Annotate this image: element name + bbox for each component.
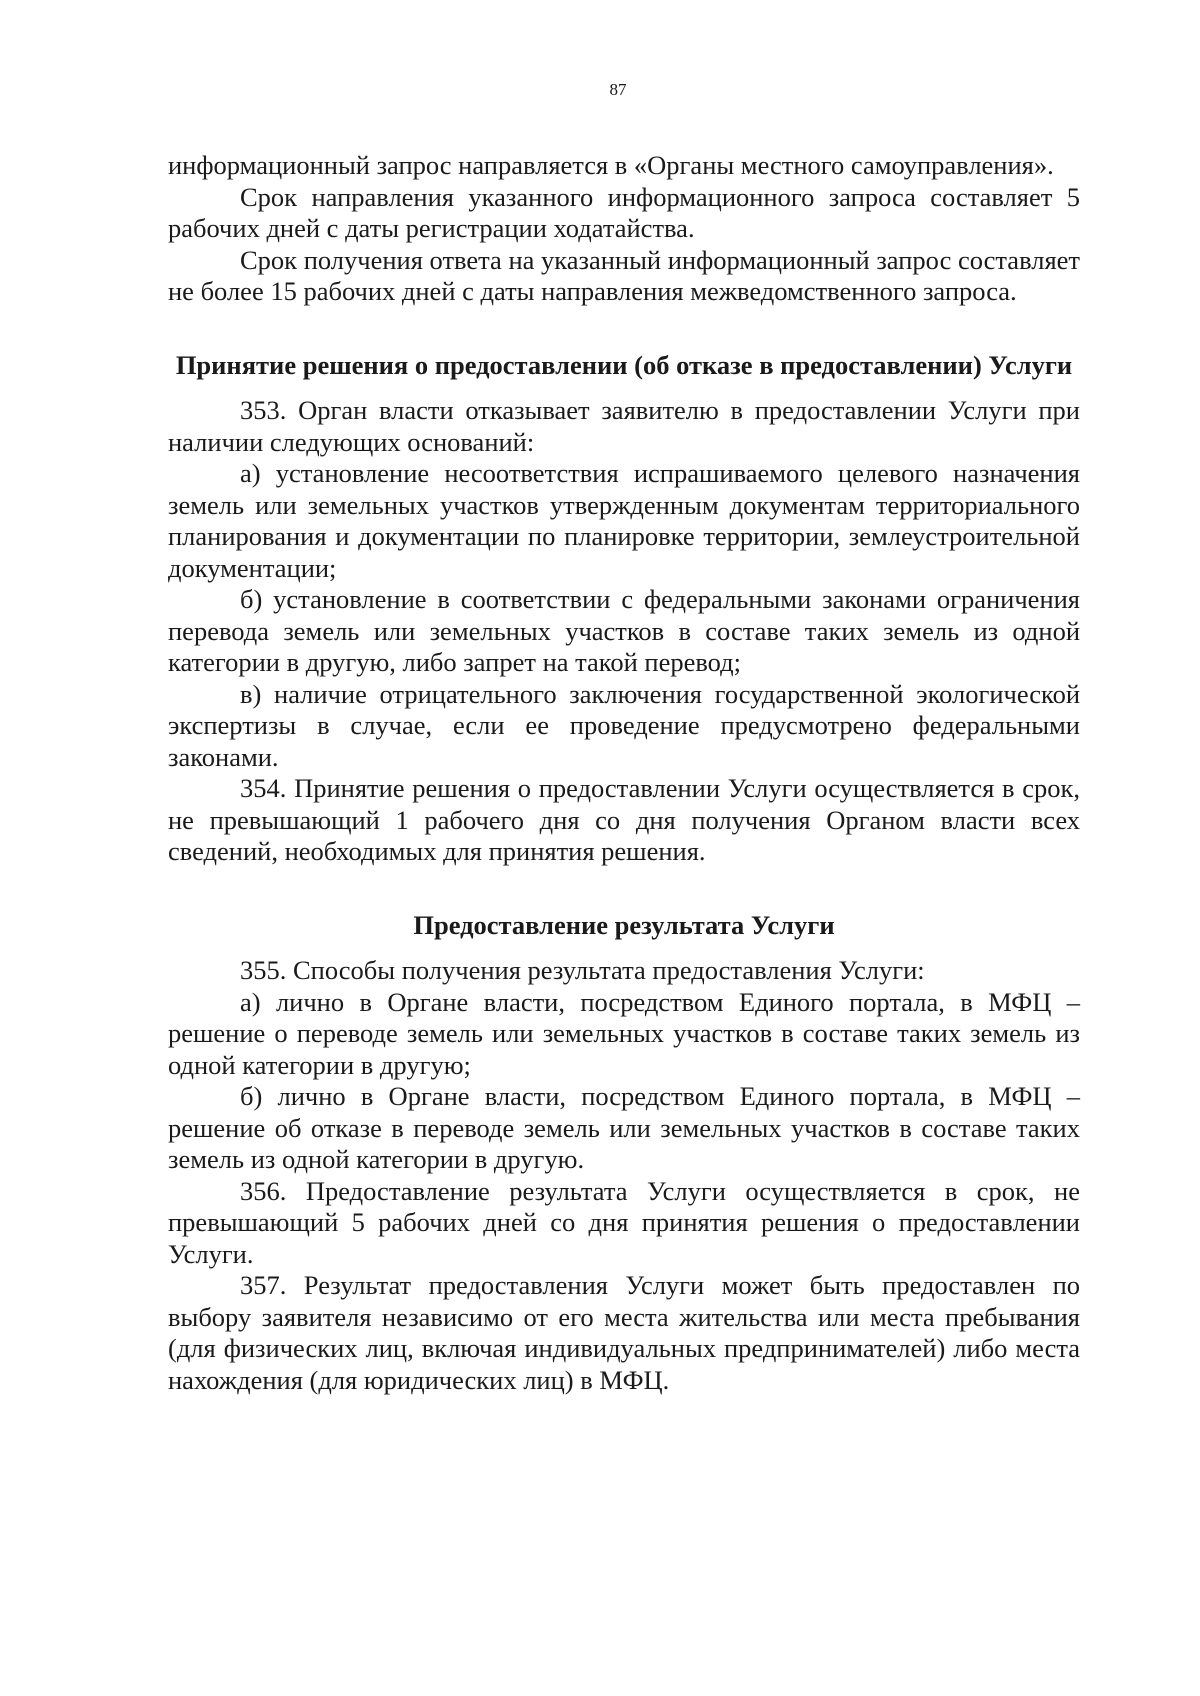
intro-paragraph-2: Срок направления указанного информационного запроса составляет 5 рабочих дней с даты регистрации ходатайства.	[168, 181, 1080, 243]
section-heading-result: Предоставление результата Услуги	[413, 909, 835, 940]
clause-353-item-a: а) установление несоответствия испрашиваемого целевого назначения земель или земельных участков утвержденным документам территориального планирования и документации по планировке территории, землеустроительной документации;	[168, 458, 1080, 583]
clause-356: 356. Предоставление результата Услуги осуществляется в срок, не превышающий 5 рабочих дней со дня принятия решения о предоставлении Услуги.	[168, 1175, 1080, 1269]
clause-355: 355. Способы получения результата предоставления Услуги:	[240, 955, 925, 985]
page-number: 87	[609, 80, 627, 99]
section-heading-decision: Принятие решения о предоставлении (об отказе в предоставлении) Услуги	[175, 349, 1073, 380]
intro-paragraph-3: Срок получения ответа на указанный информационный запрос составляет не более 15 рабочих дней с даты направления межведомственного запроса.	[168, 244, 1080, 306]
clause-354: 354. Принятие решения о предоставлении Услуги осуществляется в срок, не превышающий 1 рабочего дня со дня получения Органом власти всех сведений, необходимых для принятия решения.	[168, 773, 1080, 866]
clause-357: 357. Результат предоставления Услуги может быть предоставлен по выбору заявителя независимо от его места жительства или места пребывания (для физических лиц, включая индивидуальных предпринимателей) либо места нахождения (для юридических лиц) в МФЦ.	[168, 1270, 1080, 1395]
clause-353: 353. Орган власти отказывает заявителю в предоставлении Услуги при наличии следующих оснований:	[168, 395, 1080, 457]
intro-paragraph-1: информационный запрос направляется в «Органы местного самоуправления».	[168, 150, 1054, 180]
document-body	[168, 150, 1080, 1396]
clause-355-item-b: б) лично в Органе власти, посредством Единого портала, в МФЦ – решение об отказе в переводе земель или земельных участков в составе таких земель из одной категории в другую.	[168, 1081, 1080, 1174]
clause-355-item-a: а) лично в Органе власти, посредством Единого портала, в МФЦ – решение о переводе земель или земельных участков в составе таких земель из одной категории в другую;	[168, 986, 1080, 1080]
clause-353-item-b: б) установление в соответствии с федеральными законами ограничения перевода земель или земельных участков в составе таких земель из одной категории в другую, либо запрет на такой перевод;	[168, 584, 1080, 677]
clause-353-item-c: в) наличие отрицательного заключения государственной экологической экспертизы в случае, если ее проведение предусмотрено федеральными законами.	[168, 678, 1080, 772]
